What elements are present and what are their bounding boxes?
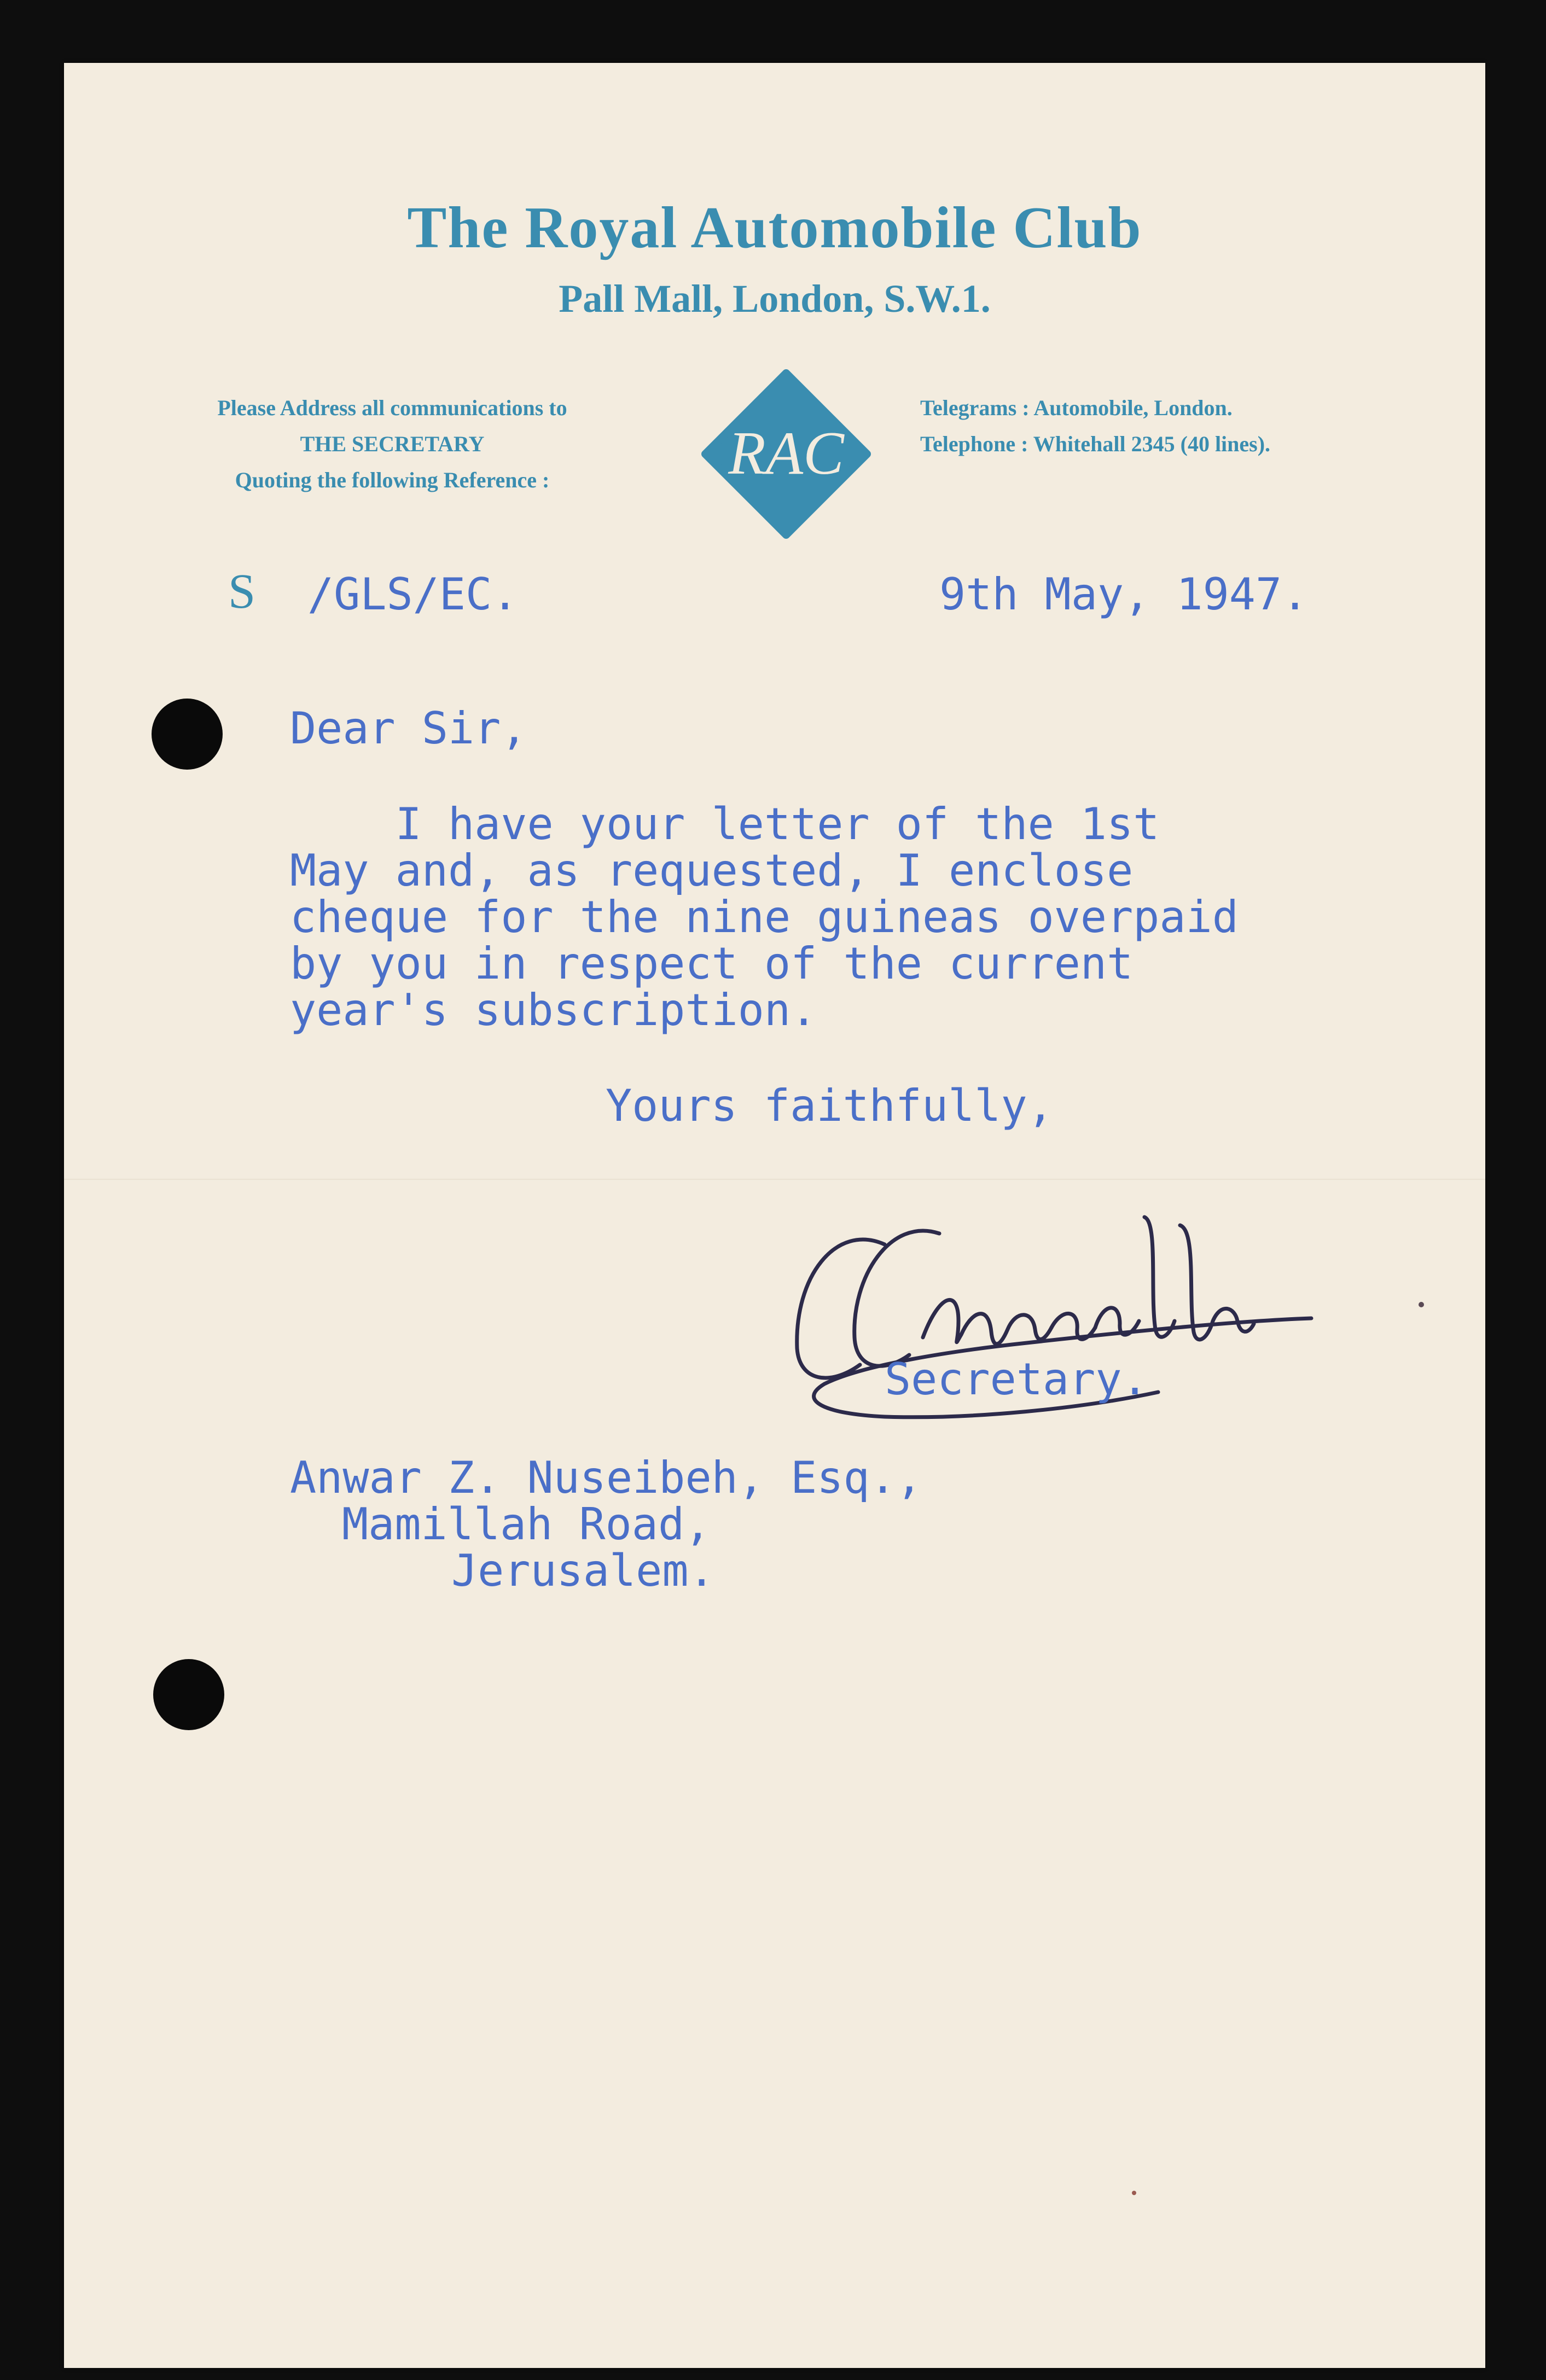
body-line: cheque for the nine guineas overpaid: [290, 892, 1239, 942]
handwritten-signature: [742, 1184, 1371, 1491]
telegrams-line: Telegrams : Automobile, London.: [920, 395, 1233, 420]
body-line: by you in respect of the current: [290, 938, 1134, 989]
punch-hole-top: [152, 699, 223, 770]
salutation: Dear Sir,: [290, 703, 527, 754]
letterhead-instructions: [141, 390, 644, 498]
reference-prefix: S: [228, 565, 256, 619]
body-line: year's subscription.: [290, 985, 817, 1035]
ink-speck: [1132, 2191, 1136, 2195]
recipient-name: Anwar Z. Nuseibeh, Esq.,: [290, 1452, 922, 1503]
letterhead-contact: [920, 390, 1495, 462]
letter-date: 9th May, 1947.: [939, 569, 1309, 620]
letterhead-title: The Royal Automobile Club: [407, 195, 1142, 260]
ink-speck: [1419, 1302, 1424, 1307]
recipient-street: Mamillah Road,: [342, 1499, 711, 1550]
logo-lettering: RAC: [728, 420, 844, 487]
letterhead-address: Pall Mall, London, S.W.1.: [559, 277, 991, 321]
punch-hole-bottom: [153, 1659, 224, 1730]
body-line: May and, as requested, I enclose: [290, 845, 1134, 896]
telephone-line: Telephone : Whitehall 2345 (40 lines).: [920, 432, 1271, 456]
recipient-city: Jerusalem.: [451, 1545, 715, 1596]
rac-logo: [699, 366, 874, 542]
instruction-line: Quoting the following Reference :: [235, 468, 550, 492]
body-line: I have your letter of the 1st: [290, 799, 1160, 849]
letter-page: [64, 63, 1485, 2368]
reference-code: /GLS/EC.: [307, 569, 519, 620]
paper-fold: [64, 1179, 1485, 1181]
signatory-title: Secretary.: [885, 1354, 1148, 1405]
closing: Yours faithfully,: [606, 1080, 1054, 1131]
instruction-line: Please Address all communications to: [217, 395, 567, 420]
instruction-line: THE SECRETARY: [300, 432, 485, 456]
